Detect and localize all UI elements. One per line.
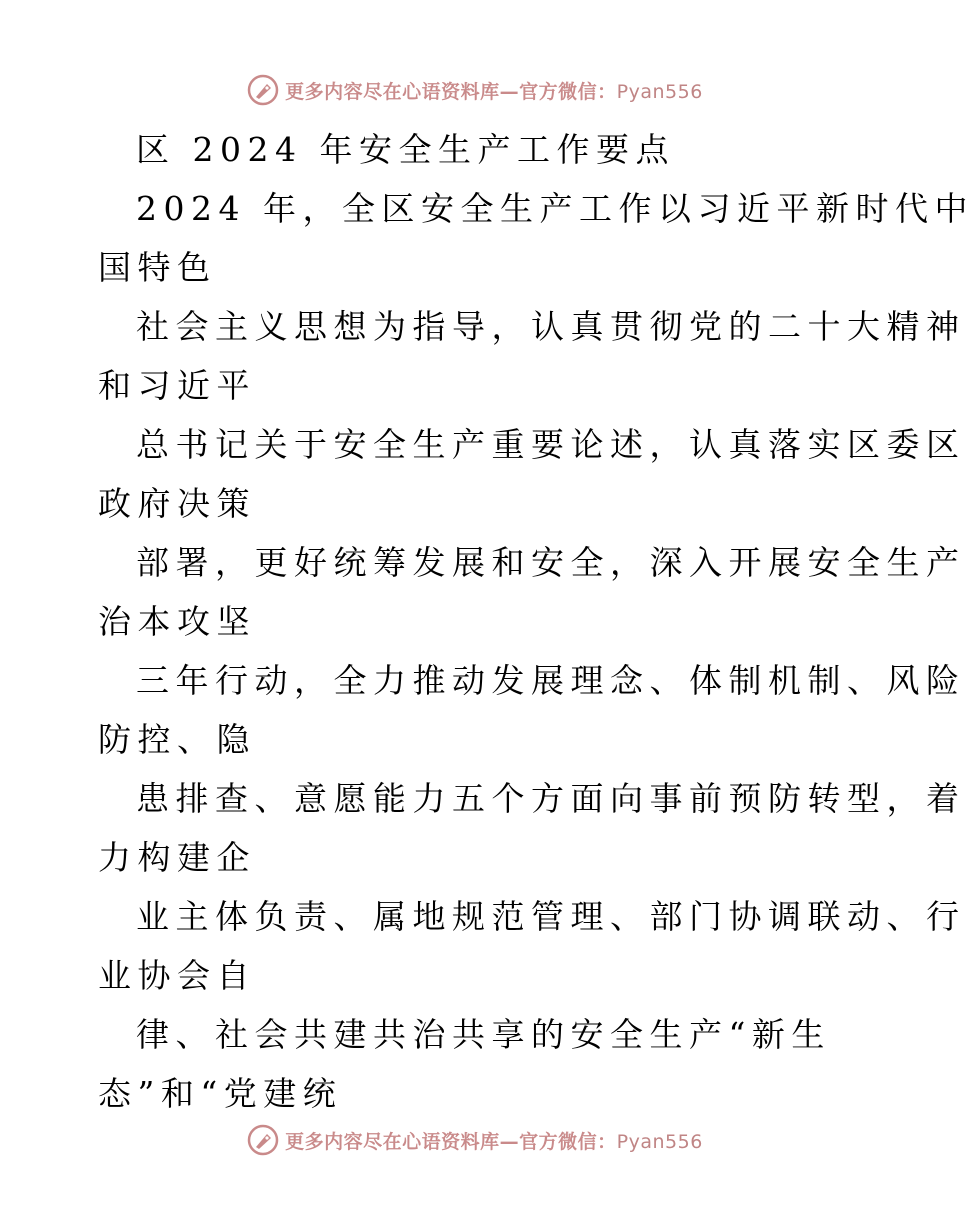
document-body [98,120,974,1123]
doc-line: 患排查、意愿能力五个方面向事前预防转型，着 [136,779,966,818]
doc-line: 业协会自 [98,956,256,995]
footer-banner [0,1120,950,1160]
doc-line: 态”和“党建统 [98,1074,343,1113]
doc-line: 社会主义思想为指导，认真贯彻党的二十大精神 [136,307,966,346]
doc-line: 业主体负责、属地规范管理、部门协调联动、行 [136,897,966,936]
header-wechat-account: Pyan556 [616,80,703,103]
pen-nib-logo-icon [247,1124,279,1156]
doc-line: 防控、隐 [98,720,256,759]
header-banner-text: 更多内容尽在心语资料库—官方微信：Pyan556 [285,80,703,103]
doc-line: 和习近平 [98,366,256,405]
doc-line: 2024 年，全区安全生产工作以习近平新时代中 [136,189,974,228]
doc-line: 律、社会共建共治共享的安全生产“新生 [136,1015,831,1054]
doc-line: 治本攻坚 [98,602,256,641]
header-banner [0,70,950,110]
footer-banner-text: 更多内容尽在心语资料库—官方微信：Pyan556 [285,1130,703,1153]
doc-line: 总书记关于安全生产重要论述，认真落实区委区 [136,425,966,464]
doc-line: 三年行动，全力推动发展理念、体制机制、风险 [136,661,966,700]
doc-title: 区 2024 年安全生产工作要点 [136,130,675,169]
doc-line: 政府决策 [98,484,256,523]
doc-line: 部署，更好统筹发展和安全，深入开展安全生产 [136,543,966,582]
doc-line: 力构建企 [98,838,256,877]
doc-line: 国特色 [98,248,217,287]
footer-wechat-account: Pyan556 [616,1130,703,1153]
pen-nib-logo-icon [247,74,279,106]
